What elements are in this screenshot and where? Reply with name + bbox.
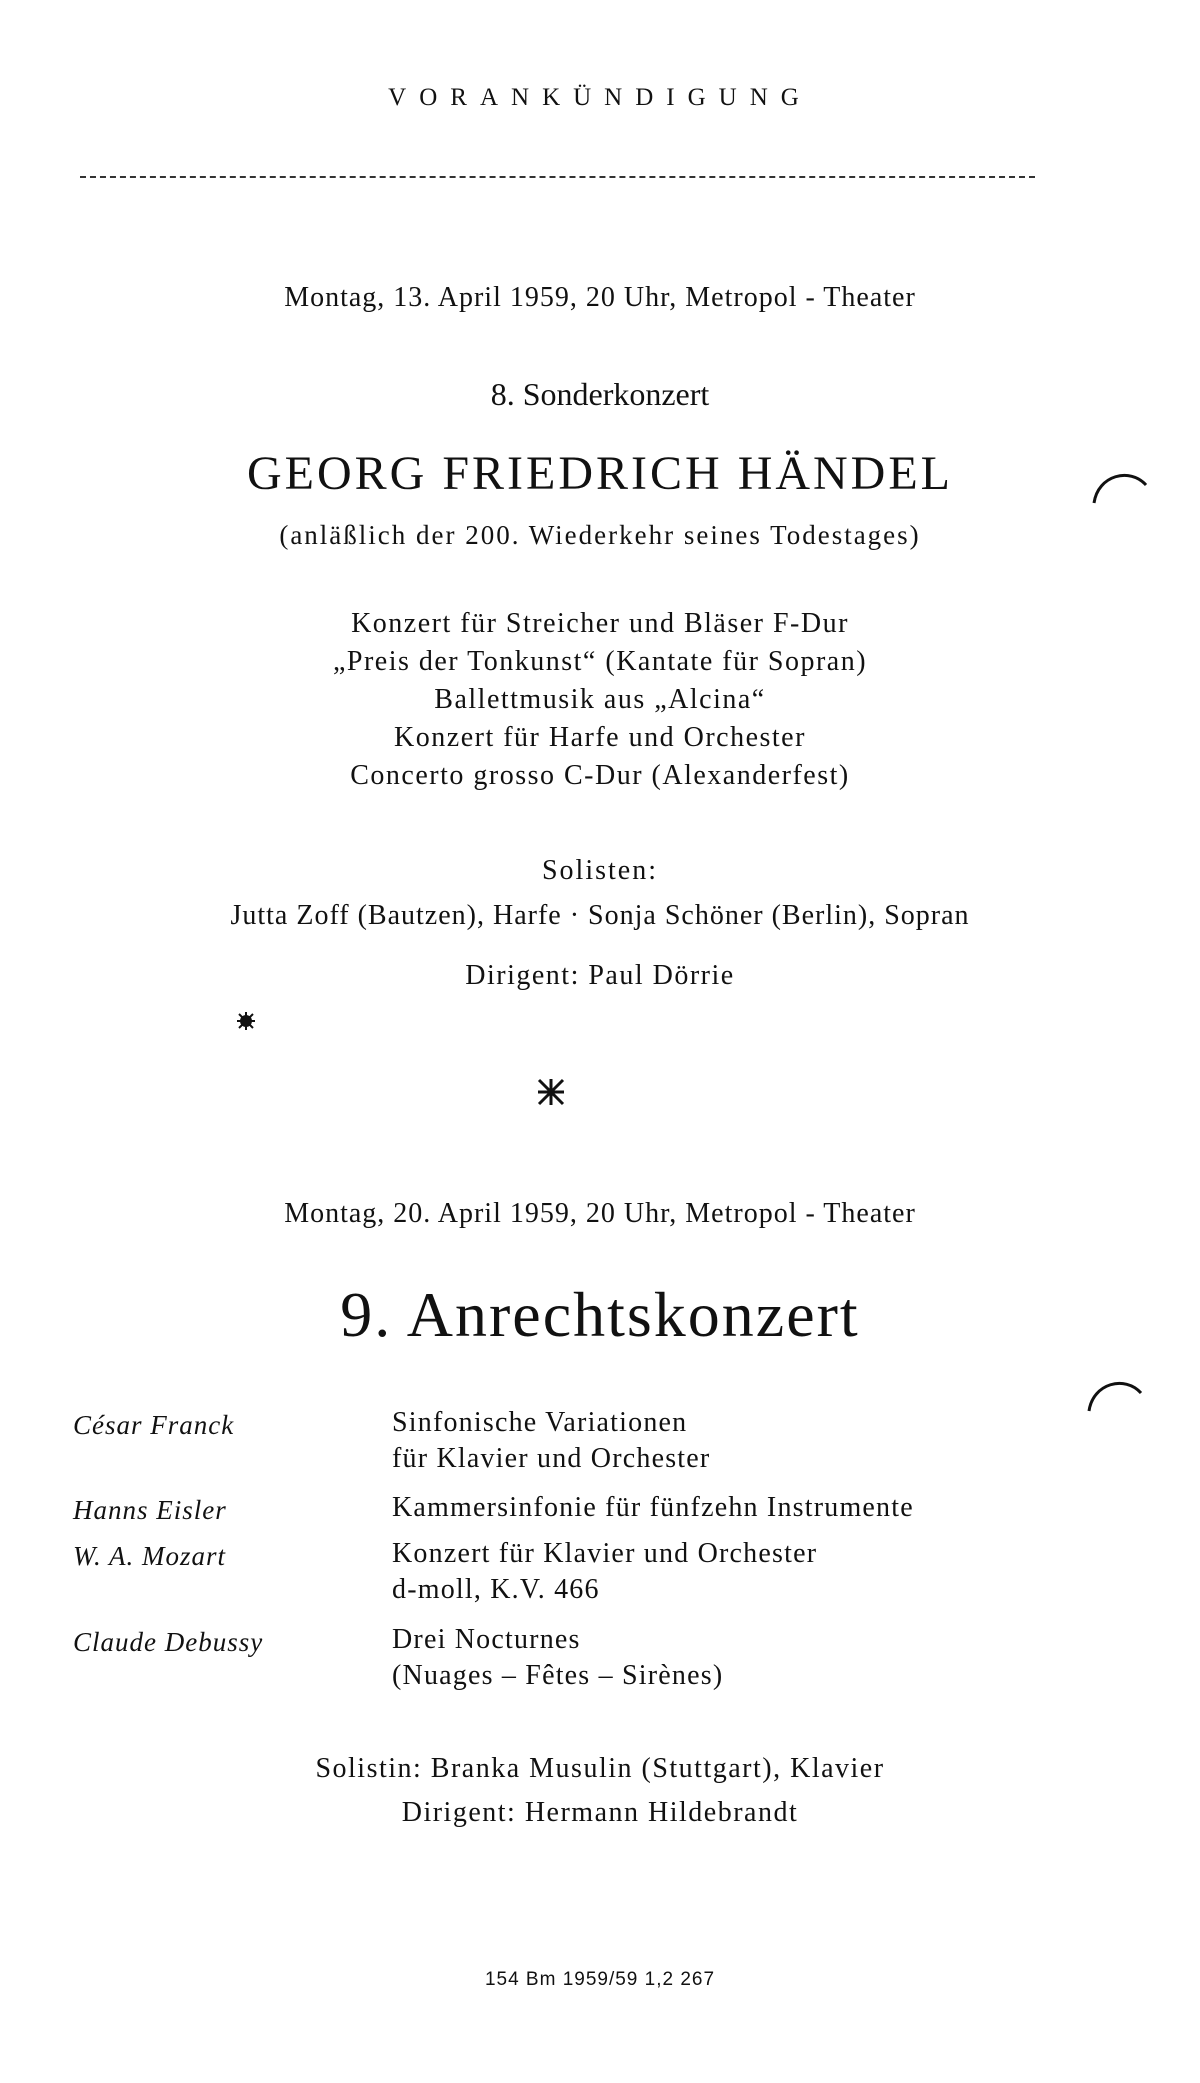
event2-date: Montag, 20. April 1959, 20 Uhr, Metropol - Theater — [284, 1198, 916, 1229]
program-work — [392, 1536, 817, 1608]
program-work-line: Sinfonische Variationen — [392, 1407, 688, 1438]
asterism-ornament-icon — [536, 1077, 566, 1107]
event1-program-list — [0, 605, 1200, 795]
event1-soloists-label: Solisten: — [541, 855, 658, 886]
announcement-heading: VORANKÜNDIGUNG — [388, 84, 812, 111]
program-work-line: für Klavier und Orchester — [392, 1443, 711, 1474]
event2-conductor: Dirigent: Hermann Hildebrandt — [401, 1797, 799, 1828]
event2-concert-title: 9. Anrechtskonzert — [340, 1279, 860, 1350]
program-item: „Preis der Tonkunst“ (Kantate für Sopran) — [332, 646, 868, 677]
event1-conductor: Dirigent: Paul Dörrie — [465, 960, 735, 991]
program-work-line: (Nuages – Fêtes – Sirènes) — [392, 1660, 724, 1691]
program-composer: Claude Debussy — [73, 1627, 264, 1657]
event1-composer: GEORG FRIEDRICH HÄNDEL — [247, 447, 953, 500]
program-work — [392, 1490, 914, 1526]
program-composer: W. A. Mozart — [73, 1541, 227, 1571]
program-item: Konzert für Harfe und Orchester — [394, 722, 806, 753]
event1-concert-title: 8. Sonderkonzert — [490, 376, 710, 412]
program-item: Ballettmusik aus „Alcina“ — [434, 684, 766, 715]
program-work-line: d-moll, K.V. 466 — [392, 1574, 600, 1605]
program-item: Konzert für Streicher und Bläser F-Dur — [351, 608, 849, 639]
program-work — [392, 1405, 710, 1477]
program-work-line: Drei Nocturnes — [392, 1624, 581, 1655]
event1-date: Montag, 13. April 1959, 20 Uhr, Metropol - Theater — [284, 282, 916, 313]
program-composer: Hanns Eisler — [73, 1495, 227, 1525]
ink-blot-icon — [235, 1010, 257, 1032]
punch-hole-arc-icon — [1085, 1373, 1145, 1413]
print-code: 154 Bm 1959/59 1,2 267 — [484, 1969, 716, 1990]
event2-soloist: Solistin: Branka Musulin (Stuttgart), Klavier — [315, 1753, 885, 1784]
program-work-line: Kammersinfonie für fünfzehn Instrumente — [392, 1492, 914, 1523]
program-work-line: Konzert für Klavier und Orchester — [392, 1538, 818, 1569]
event1-subtitle: (anläßlich der 200. Wiederkehr seines Todestages) — [279, 520, 921, 550]
program-work — [392, 1622, 723, 1694]
program-composer: César Franck — [73, 1410, 235, 1440]
program-item: Concerto grosso C-Dur (Alexanderfest) — [350, 760, 850, 791]
event1-soloists: Jutta Zoff (Bautzen), Harfe · Sonja Schöner (Berlin), Sopran — [230, 900, 970, 931]
punch-hole-arc-icon — [1090, 465, 1150, 505]
divider-rule — [80, 176, 1035, 178]
